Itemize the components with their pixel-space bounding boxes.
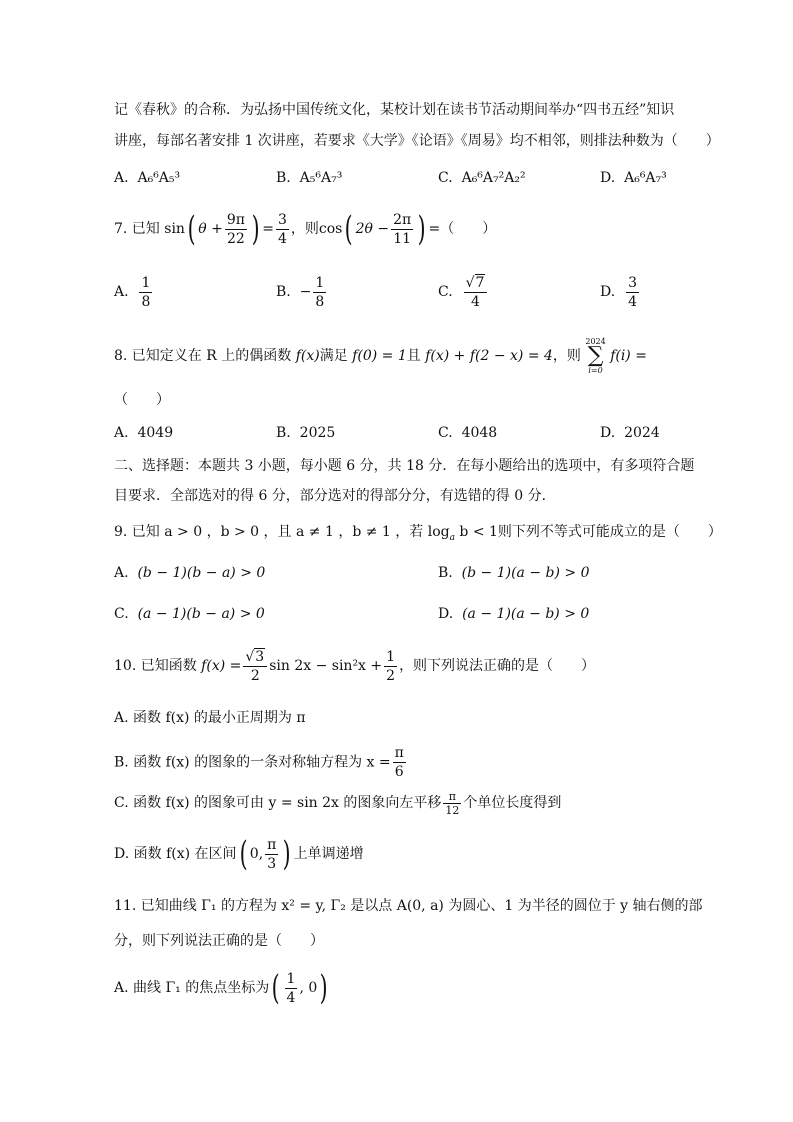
sum-symbol: 2024 ∑ i=0 — [585, 337, 606, 375]
q8-stem — [114, 336, 647, 376]
frac-num: π — [448, 789, 456, 803]
q6-option-c — [438, 168, 526, 188]
option-expr: A₅⁶A₇³ — [299, 170, 343, 186]
q8-option-d — [600, 423, 660, 443]
cos-fn: cos — [318, 221, 343, 237]
q11-line-2: 分，则下列说法正确的是（ ） — [114, 933, 324, 949]
option-label: B. — [438, 565, 453, 581]
frac-num: π — [394, 745, 404, 761]
frac-den: 11 — [391, 229, 413, 248]
sum-lower: i=0 — [588, 366, 603, 375]
option-label: B. — [276, 170, 291, 186]
option-text: 上单调递增 — [293, 846, 364, 862]
option-label: D. — [438, 606, 454, 622]
fraction — [139, 274, 152, 311]
q9-stem-end: b < 1则下列不等式可能成立的是（ ） — [454, 524, 722, 540]
fraction — [384, 648, 397, 685]
option-label: D. — [600, 170, 616, 186]
radicand: 3 — [255, 648, 265, 665]
section2-line-1: 二、选择题：本题共 3 小题，每小题 6 分，共 18 分．在每小题给出的选项中，有多项符合题 — [114, 458, 695, 474]
fraction — [393, 744, 406, 781]
frac-num: 1 — [141, 274, 151, 291]
frac-den: 4 — [464, 292, 488, 311]
q9-option-c — [114, 604, 265, 624]
option-text: D. 函数 f(x) 在区间 — [114, 846, 237, 862]
option-label: A. — [114, 284, 129, 300]
q8-text: ，则 — [552, 348, 581, 364]
set-R: R — [206, 348, 217, 364]
focus-y: , 0 — [299, 980, 318, 996]
frac-num: √7 — [465, 274, 485, 291]
q9-option-d — [438, 604, 589, 624]
q7-option-a — [114, 273, 154, 311]
function-fx: f(x) — [295, 348, 320, 364]
option-expr: A₆⁶A₇²A₂² — [461, 170, 526, 186]
frac-den: 12 — [445, 803, 460, 817]
q10-prefix: 10. 已知函数 — [114, 658, 197, 674]
q7-mid: ，则 — [290, 221, 319, 237]
option-text: 个单位长度得到 — [463, 795, 562, 811]
q7-option-c — [438, 273, 489, 311]
q10-mid: sin 2x − sin²x + — [269, 658, 383, 674]
fraction — [391, 211, 413, 248]
frac-den: 4 — [628, 293, 638, 310]
fraction — [225, 211, 247, 248]
q8-option-b — [276, 423, 335, 443]
frac-num: 1 — [315, 274, 325, 291]
q8-text: 且 — [406, 348, 421, 364]
option-expr: (b − 1)(b − a) > 0 — [137, 565, 266, 581]
frac-den: 4 — [286, 989, 296, 1006]
option-label: C. — [438, 170, 453, 186]
theta-plus: θ + — [198, 221, 223, 237]
q8-option-c — [438, 423, 497, 443]
option-expr: A₆⁶A₇³ — [624, 170, 667, 186]
q9-option-b — [438, 563, 589, 583]
q11-line-1: 11. 已知曲线 Γ₁ 的方程为 x² = y, Γ₂ 是以点 A(0, a) 为圆心、1 为半径的圆位于 y 轴右侧的部 — [114, 898, 703, 914]
frac-den: 8 — [315, 293, 325, 310]
option-label: B. — [276, 425, 291, 441]
option-text: A. 曲线 Γ₁ 的焦点坐标为 — [114, 980, 270, 996]
fraction — [313, 274, 326, 311]
sum-upper: 2024 — [585, 337, 606, 346]
q7-stem: 7. 已知 sin( θ + $\frac{9\pi}{22}$ ) = $\frac{3}{4}$ ，则cos( 2θ − $\frac{2\pi}{11}$ ) =（ ） — [114, 209, 497, 249]
q11-option-a: A. 曲线 Γ₁ 的焦点坐标为( $\frac{1}{4}$ , 0) — [114, 968, 328, 1008]
option-label: C. — [438, 425, 453, 441]
option-expr: (a − 1)(a − b) > 0 — [462, 606, 590, 622]
frac-num: √3 — [245, 648, 265, 665]
option-expr: (a − 1)(b − a) > 0 — [137, 606, 265, 622]
q10-stem — [114, 646, 595, 686]
q6-option-b — [276, 168, 342, 188]
frac-den: 2 — [243, 666, 267, 685]
q7-option-d — [600, 273, 641, 311]
frac-num: 3 — [277, 211, 287, 228]
log-base: a — [449, 532, 455, 543]
q8-text: 8. 已知定义在 — [114, 348, 202, 364]
intro-line-2: 讲座，每部名著安排 1 次讲座，若要求《大学》《论语》《周易》均不相邻，则排法种数为（ ） — [114, 133, 720, 149]
fraction — [626, 274, 639, 311]
frac-den: 2 — [386, 667, 396, 684]
option-value: 4049 — [137, 425, 174, 441]
section2-line-2: 目要求．全部选对的得 6 分，部分选对的得部分分，有选错的得 0 分． — [114, 488, 556, 504]
fraction — [243, 648, 267, 685]
interval-left: 0, — [249, 846, 264, 862]
q10-suffix: ，则下列说法正确的是（ ） — [399, 658, 596, 674]
f0-expr: f(0) = 1 — [352, 348, 407, 364]
fraction — [265, 836, 278, 873]
q10-option-a: A. 函数 f(x) 的最小正周期为 π — [114, 710, 306, 726]
option-value: 4048 — [461, 425, 498, 441]
frac-num: 1 — [386, 648, 396, 665]
q7-prefix: 7. 已知 — [114, 221, 160, 237]
q8-paren: （ ） — [114, 392, 170, 408]
option-label: A. — [114, 565, 129, 581]
option-label: C. — [114, 606, 129, 622]
fraction — [443, 790, 461, 817]
minus-sign: − — [299, 284, 312, 300]
option-label: D. — [600, 425, 616, 441]
frac-den: 6 — [393, 762, 406, 781]
q10-option-b — [114, 744, 408, 781]
frac-den: 8 — [141, 293, 151, 310]
q8-text: 上的偶函数 — [221, 348, 292, 364]
function-fx: f(x) = — [201, 658, 242, 674]
frac-den: 3 — [265, 854, 278, 873]
q8-text: 满足 — [319, 348, 348, 364]
two-theta: 2θ − — [355, 221, 390, 237]
option-expr: A₆⁶A₅³ — [137, 170, 181, 186]
q9-option-a — [114, 563, 265, 583]
sin-fn: sin — [164, 221, 185, 237]
frac-num: 3 — [628, 274, 638, 291]
fraction — [276, 211, 289, 248]
q9-stem-text: 9. 已知 a > 0 ，b > 0 ，且 a ≠ 1 ，b ≠ 1 ，若 log — [114, 524, 450, 540]
frac-num: 9π — [226, 211, 245, 228]
frac-den: 4 — [277, 230, 287, 247]
q6-option-a — [114, 168, 180, 188]
option-text: C. 函数 f(x) 的图象可由 y = sin 2x 的图象向左平移 — [114, 795, 442, 811]
option-value: 2024 — [624, 425, 660, 441]
sum-body: f(i) = — [610, 348, 647, 364]
frac-den: 22 — [225, 229, 247, 248]
fraction — [464, 274, 488, 311]
option-label: C. — [438, 284, 453, 300]
intro-line-1: 记《春秋》的合称．为弘扬中国传统文化，某校计划在读书节活动期间举办“四书五经”知识 — [114, 102, 675, 118]
frac-num: 2π — [393, 211, 412, 228]
radicand: 7 — [475, 274, 485, 291]
q7-suffix: =（ ） — [428, 221, 497, 237]
q10-option-c — [114, 786, 561, 820]
frac-num: π — [267, 836, 277, 853]
option-label: D. — [600, 284, 616, 300]
q8-option-a — [114, 423, 173, 443]
equals: = — [262, 221, 274, 237]
q6-option-d — [600, 168, 667, 188]
option-label: B. — [276, 284, 291, 300]
q7-option-b — [276, 273, 328, 311]
option-expr: (b − 1)(a − b) > 0 — [461, 565, 590, 581]
frac-num: 1 — [286, 970, 296, 987]
option-value: 2025 — [299, 425, 336, 441]
fraction — [285, 970, 298, 1007]
q9-stem — [114, 522, 722, 542]
option-label: A. — [114, 170, 129, 186]
option-text: B. 函数 f(x) 的图象的一条对称轴方程为 x = — [114, 754, 391, 771]
option-label: A. — [114, 425, 129, 441]
functional-eqn: f(x) + f(2 − x) = 4 — [425, 348, 553, 364]
q10-option-d: D. 函数 f(x) 在区间( 0, $\frac{\pi}{3}$ ) 上单调递增 — [114, 834, 364, 874]
